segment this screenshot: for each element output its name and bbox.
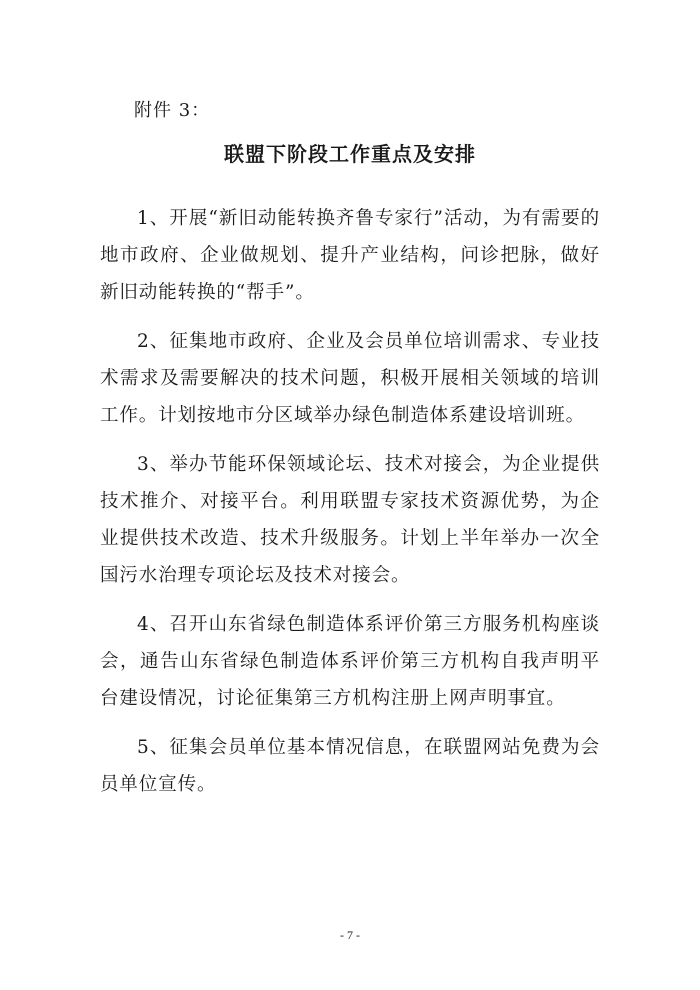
page-number: - 7 - <box>340 928 360 942</box>
attachment-label: 附件 3： <box>134 100 211 121</box>
document-body <box>100 200 600 815</box>
paragraph-item-5: 5、征集会员单位基本情况信息，在联盟网站免费为会员单位宣传。 <box>100 737 600 795</box>
document-title: 联盟下阶段工作重点及安排 <box>224 142 476 166</box>
paragraph-item-3: 3、举办节能环保领域论坛、技术对接会，为企业提供技术推介、对接平台。利用联盟专家技术资源优势，为企业提供技术改造、技术升级服务。计划上半年举办一次全国污水治理专项论坛及技术对接会。 <box>100 454 600 586</box>
paragraph-item-1: 1、开展“新旧动能转换齐鲁专家行”活动，为有需要的地市政府、企业做规划、提升产业结构，问诊把脉，做好新旧动能转换的“帮手”。 <box>100 208 600 303</box>
paragraph-item-4: 4、召开山东省绿色制造体系评价第三方服务机构座谈会，通告山东省绿色制造体系评价第三方机构自我声明平台建设情况，讨论征集第三方机构注册上网声明事宜。 <box>100 614 600 709</box>
paragraph-item-2: 2、征集地市政府、企业及会员单位培训需求、专业技术需求及需要解决的技术问题，积极开展相关领域的培训工作。计划按地市分区域举办绿色制造体系建设培训班。 <box>100 331 600 426</box>
